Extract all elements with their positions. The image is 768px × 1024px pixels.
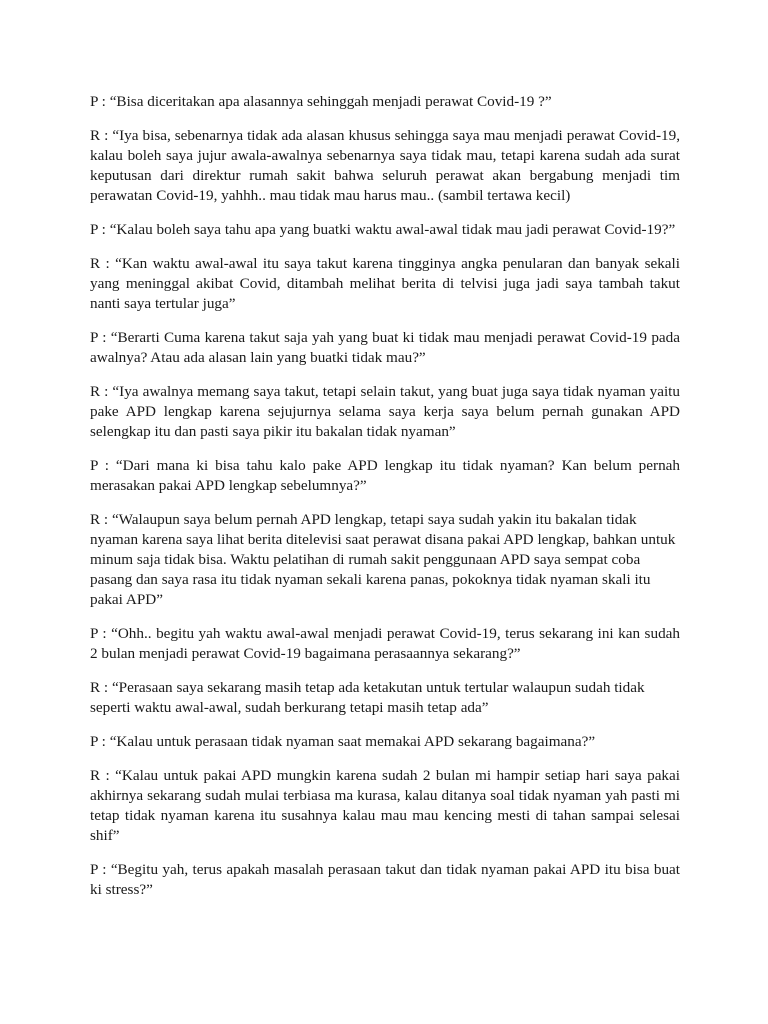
transcript-paragraph: P : “Begitu yah, terus apakah masalah perasaan takut dan tidak nyaman pakai APD itu bisa buat ki stress?” <box>90 861 680 898</box>
transcript-paragraph: R : “Perasaan saya sekarang masih tetap ada ketakutan untuk tertular walaupun sudah tidak seperti waktu awal-awal, sudah berkurang tetapi masih tetap ada” <box>90 679 645 716</box>
transcript-paragraph: R : “Kalau untuk pakai APD mungkin karena sudah 2 bulan mi hampir setiap hari saya pakai akhirnya sekarang sudah mulai terbiasa ma kurasa, kalau ditanya soal tidak nyaman yah pasti mi tetap tidak nyaman karena itu susahnya kalau mau mau kencing mesti di tahan sampai selesai shif” <box>90 767 680 844</box>
transcript-paragraph: R : “Iya bisa, sebenarnya tidak ada alasan khusus sehingga saya mau menjadi perawat Covid-19, kalau boleh saya jujur awala-awalnya sebenarnya saya tidak mau, tetapi karena sudah ada surat keputusan dari direktur rumah sakit bahwa seluruh perawat akan bergabung menjadi tim perawatan Covid-19, yahhh.. mau tidak mau harus mau.. (sambil tertawa kecil) <box>90 127 680 204</box>
transcript-paragraph: P : “Ohh.. begitu yah waktu awal-awal menjadi perawat Covid-19, terus sekarang ini kan sudah 2 bulan menjadi perawat Covid-19 bagaimana perasaannya sekarang?” <box>90 625 680 662</box>
transcript-paragraph: R : “Iya awalnya memang saya takut, tetapi selain takut, yang buat juga saya tidak nyaman yaitu pake APD lengkap karena sejujurnya selama saya kerja saya belum pernah gunakan APD selengkap itu dan pasti saya pikir itu bakalan tidak nyaman” <box>90 383 680 440</box>
transcript-paragraph: P : “Berarti Cuma karena takut saja yah yang buat ki tidak mau menjadi perawat Covid-19 pada awalnya? Atau ada alasan lain yang buatki tidak mau?” <box>90 329 680 366</box>
transcript-paragraph: P : “Bisa diceritakan apa alasannya sehinggah menjadi perawat Covid-19 ?” <box>90 93 552 110</box>
interview-transcript <box>90 92 680 914</box>
transcript-paragraph: P : “Kalau untuk perasaan tidak nyaman saat memakai APD sekarang bagaimana?” <box>90 733 596 750</box>
transcript-paragraph: P : “Kalau boleh saya tahu apa yang buatki waktu awal-awal tidak mau jadi perawat Covid-19?” <box>90 221 676 238</box>
transcript-paragraph: P : “Dari mana ki bisa tahu kalo pake APD lengkap itu tidak nyaman? Kan belum pernah merasakan pakai APD lengkap sebelumnya?” <box>90 457 680 494</box>
transcript-paragraph: R : “Kan waktu awal-awal itu saya takut karena tingginya angka penularan dan banyak sekali yang meninggal akibat Covid, ditambah melihat berita di telvisi juga jadi saya tambah takut nanti saya tertular juga” <box>90 255 680 312</box>
transcript-paragraph: R : “Walaupun saya belum pernah APD lengkap, tetapi saya sudah yakin itu bakalan tidak nyaman karena saya lihat berita ditelevisi saat perawat disana pakai APD lengkap, bahkan untuk minum saja tidak bisa. Waktu pelatihan di rumah sakit penggunaan APD saya sempat coba pasang dan saya rasa itu tidak nyaman sekali karena panas, pokoknya tidak nyaman skali itu pakai APD” <box>90 511 676 608</box>
